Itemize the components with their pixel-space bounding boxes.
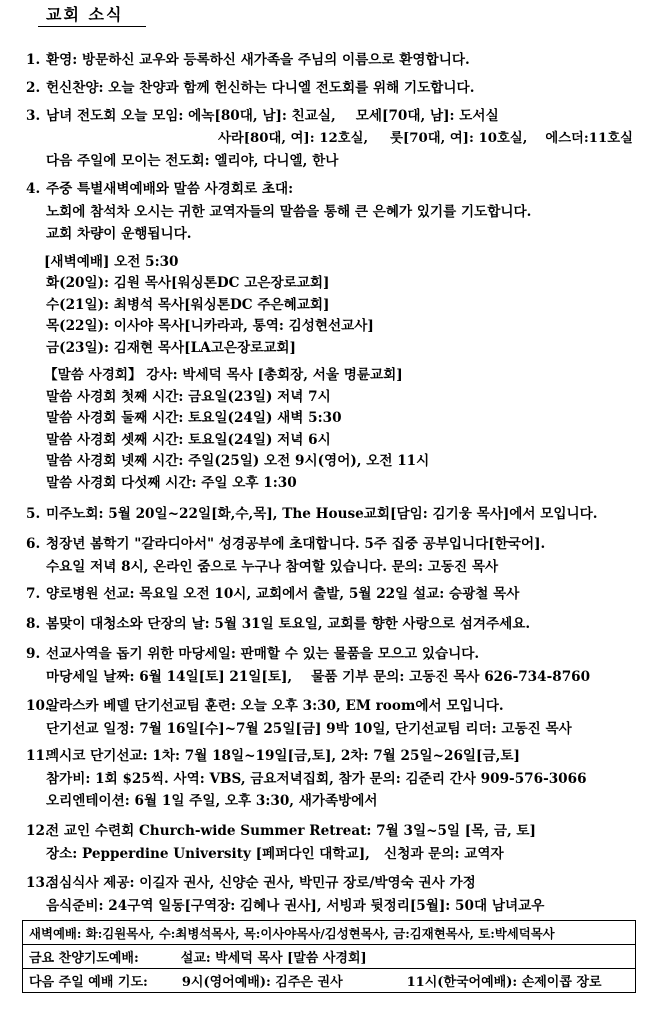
revival-list: 【말씀 사경회】 강사: 박세덕 목사 [총회장, 서울 명륜교회] 말씀 사경회 첫째 시간: 금요일(23일) 저녁 7시 말씀 사경회 둘째 시간: 토요일(24일) 새벽 5:30 말씀 사경회 셋째 시간: 토요일(24일) 저녁 6시 말씀 사경회 넷째 시간: 주일(25일) 오전 9시(영어), 오전 11시 말씀 사경회 다섯째 시간: 주일 오후 1:30 [44, 367, 430, 491]
news-item-3: 3. 남녀 전도회 오늘 모임: 에녹[80대, 남]: 친교실, 모세[70대, 남]: 도서실 사라[80대, 여]: 12호실, 룻[70대, 여]: 10호실, 에스더:11호실 다음 주일에 모이는 전도회: 엘리야, 다니엘, 한나 [26, 108, 633, 169]
page-title: 교회 소식 [38, 4, 146, 27]
news-item-13: 13.점심식사 제공: 이길자 권사, 신양순 권사, 박민규 장로/박영숙 권사 가정 음식준비: 24구역 일동[구역장: 김혜나 권사], 서빙과 뒷정리[5월]: 50대 남녀교우 [26, 875, 545, 914]
news-item-6: 6. 청장년 봄학기 "갈라디아서" 성경공부에 초대합니다. 5주 집중 공부입니다[한국어]. 수요일 저녁 8시, 온라인 줌으로 누구나 참여할 있습니다. 문의: 고동진 목사 [26, 536, 546, 575]
dawn-service-cell: 새벽예배: 화:김원목사, 수:최병석목사, 목:이사야목사/김성현목사, 금:김재현목사, 토:박세덕목사 [23, 921, 636, 945]
news-item-7: 7. 양로병원 선교: 목요일 오전 10시, 교회에서 출발, 5월 22일 설교: 승광철 목사 [26, 586, 520, 602]
news-item-10: 10.알라스카 베델 단기선교팀 훈련: 오늘 오후 3:30, EM room에서 모입니다. 단기선교 일정: 7월 16일[수]~7월 25일[금] 9박 10일, 단기선교팀 리더: 고동진 목사 [26, 698, 572, 737]
table-row [23, 921, 636, 945]
service-schedule-table [22, 920, 636, 993]
news-item-5: 5. 미주노회: 5월 20일~22일[화,수,목], The House교회[담임: 김기웅 목사]에서 모입니다. [26, 506, 598, 522]
news-item-2: 2. 헌신찬양: 오늘 찬양과 함께 헌신하는 다니엘 전도회를 위해 기도합니다. [26, 80, 475, 96]
news-item-4: 4. 주중 특별새벽예배와 말씀 사경회로 초대: 노회에 참석차 오시는 귀한 교역자들의 말씀을 통해 큰 은혜가 있기를 기도합니다. 교회 차량이 운행됩니다. [새벽예배] 오전 5:30 화(20일): 김원 목사[워싱톤DC 고은장로교회] 수(21일): 최병석 목사[워싱톤DC 주은혜교회] 목(22일): 이사야 목사[니카라과, 통역: 김성현선교사] 금(23일): 김재현 목사[LA고은장로교회] 【말씀 사경회】 강사: 박세덕 목사 [총회장, 서울 명륜교회] 말씀 사경회 첫째 시간: 금요일(23일) 저녁 7시 말씀 사경회 둘째 시간: 토요일(24일) 새벽 5:30 말씀 사경회 셋째 시간: 토요일(24일) 저녁 6시 말씀 사경회 넷째 시간: 주일(25일) 오전 9시(영어), 오전 11시 말씀 사경회 다섯째 시간: 주일 오후 1:30 [26, 178, 638, 494]
table-row: 다음 주일 예배 기도: 9시(영어예배): 김주은 권사 11시(한국어예배): 손제이콥 장로 [23, 969, 636, 993]
news-item-1: 1. 환영: 방문하신 교우와 등록하신 새가족을 주님의 이름으로 환영합니다. [26, 52, 470, 68]
news-item-12: 12.전 교인 수련회 Church-wide Summer Retreat: 7월 3일~5일 [목, 금, 토] 장소: Pepperdine University [페퍼다인 대학교], 신청과 문의: 교역자 [26, 823, 536, 862]
table-row: 금요 찬양기도예배: 설교: 박세덕 목사 [말씀 사경회] [23, 945, 636, 969]
news-item-1-text: 환영: 방문하신 교우와 등록하신 새가족을 주님의 이름으로 환영합니다. [46, 52, 470, 68]
news-item-9: 9. 선교사역을 돕기 위한 마당세일: 판매할 수 있는 물품을 모으고 있습니다. 마당세일 날짜: 6월 14일[토] 21일[토], 물품 기부 문의: 고동진 목사 626-734-8760 [26, 646, 591, 685]
news-item-8: 8. 봄맞이 대청소와 단장의 날: 5월 31일 토요일, 교회를 향한 사랑으로 섬겨주세요. [26, 616, 531, 632]
news-item-2-text: 헌신찬양: 오늘 찬양과 함께 헌신하는 다니엘 전도회를 위해 기도합니다. [46, 80, 475, 96]
news-item-11: 11.멕시코 단기선교: 1차: 7월 18일~19일[금,토], 2차: 7월 25일~26일[금,토] 참가비: 1회 $25씩. 사역: VBS, 금요저녁집회, 참가 문의: 김준리 간사 909-576-3066 오리엔테이션: 6월 1일 주일, 오후 3:30, 새가족방에서 [26, 748, 587, 809]
dawn-service-list: [새벽예배] 오전 5:30 화(20일): 김원 목사[워싱톤DC 고은장로교회] 수(21일): 최병석 목사[워싱톤DC 주은혜교회] 목(22일): 이사야 목사[니카라과, 통역: 김성현선교사] 금(23일): 김재현 목사[LA고은장로교회] [44, 253, 374, 356]
